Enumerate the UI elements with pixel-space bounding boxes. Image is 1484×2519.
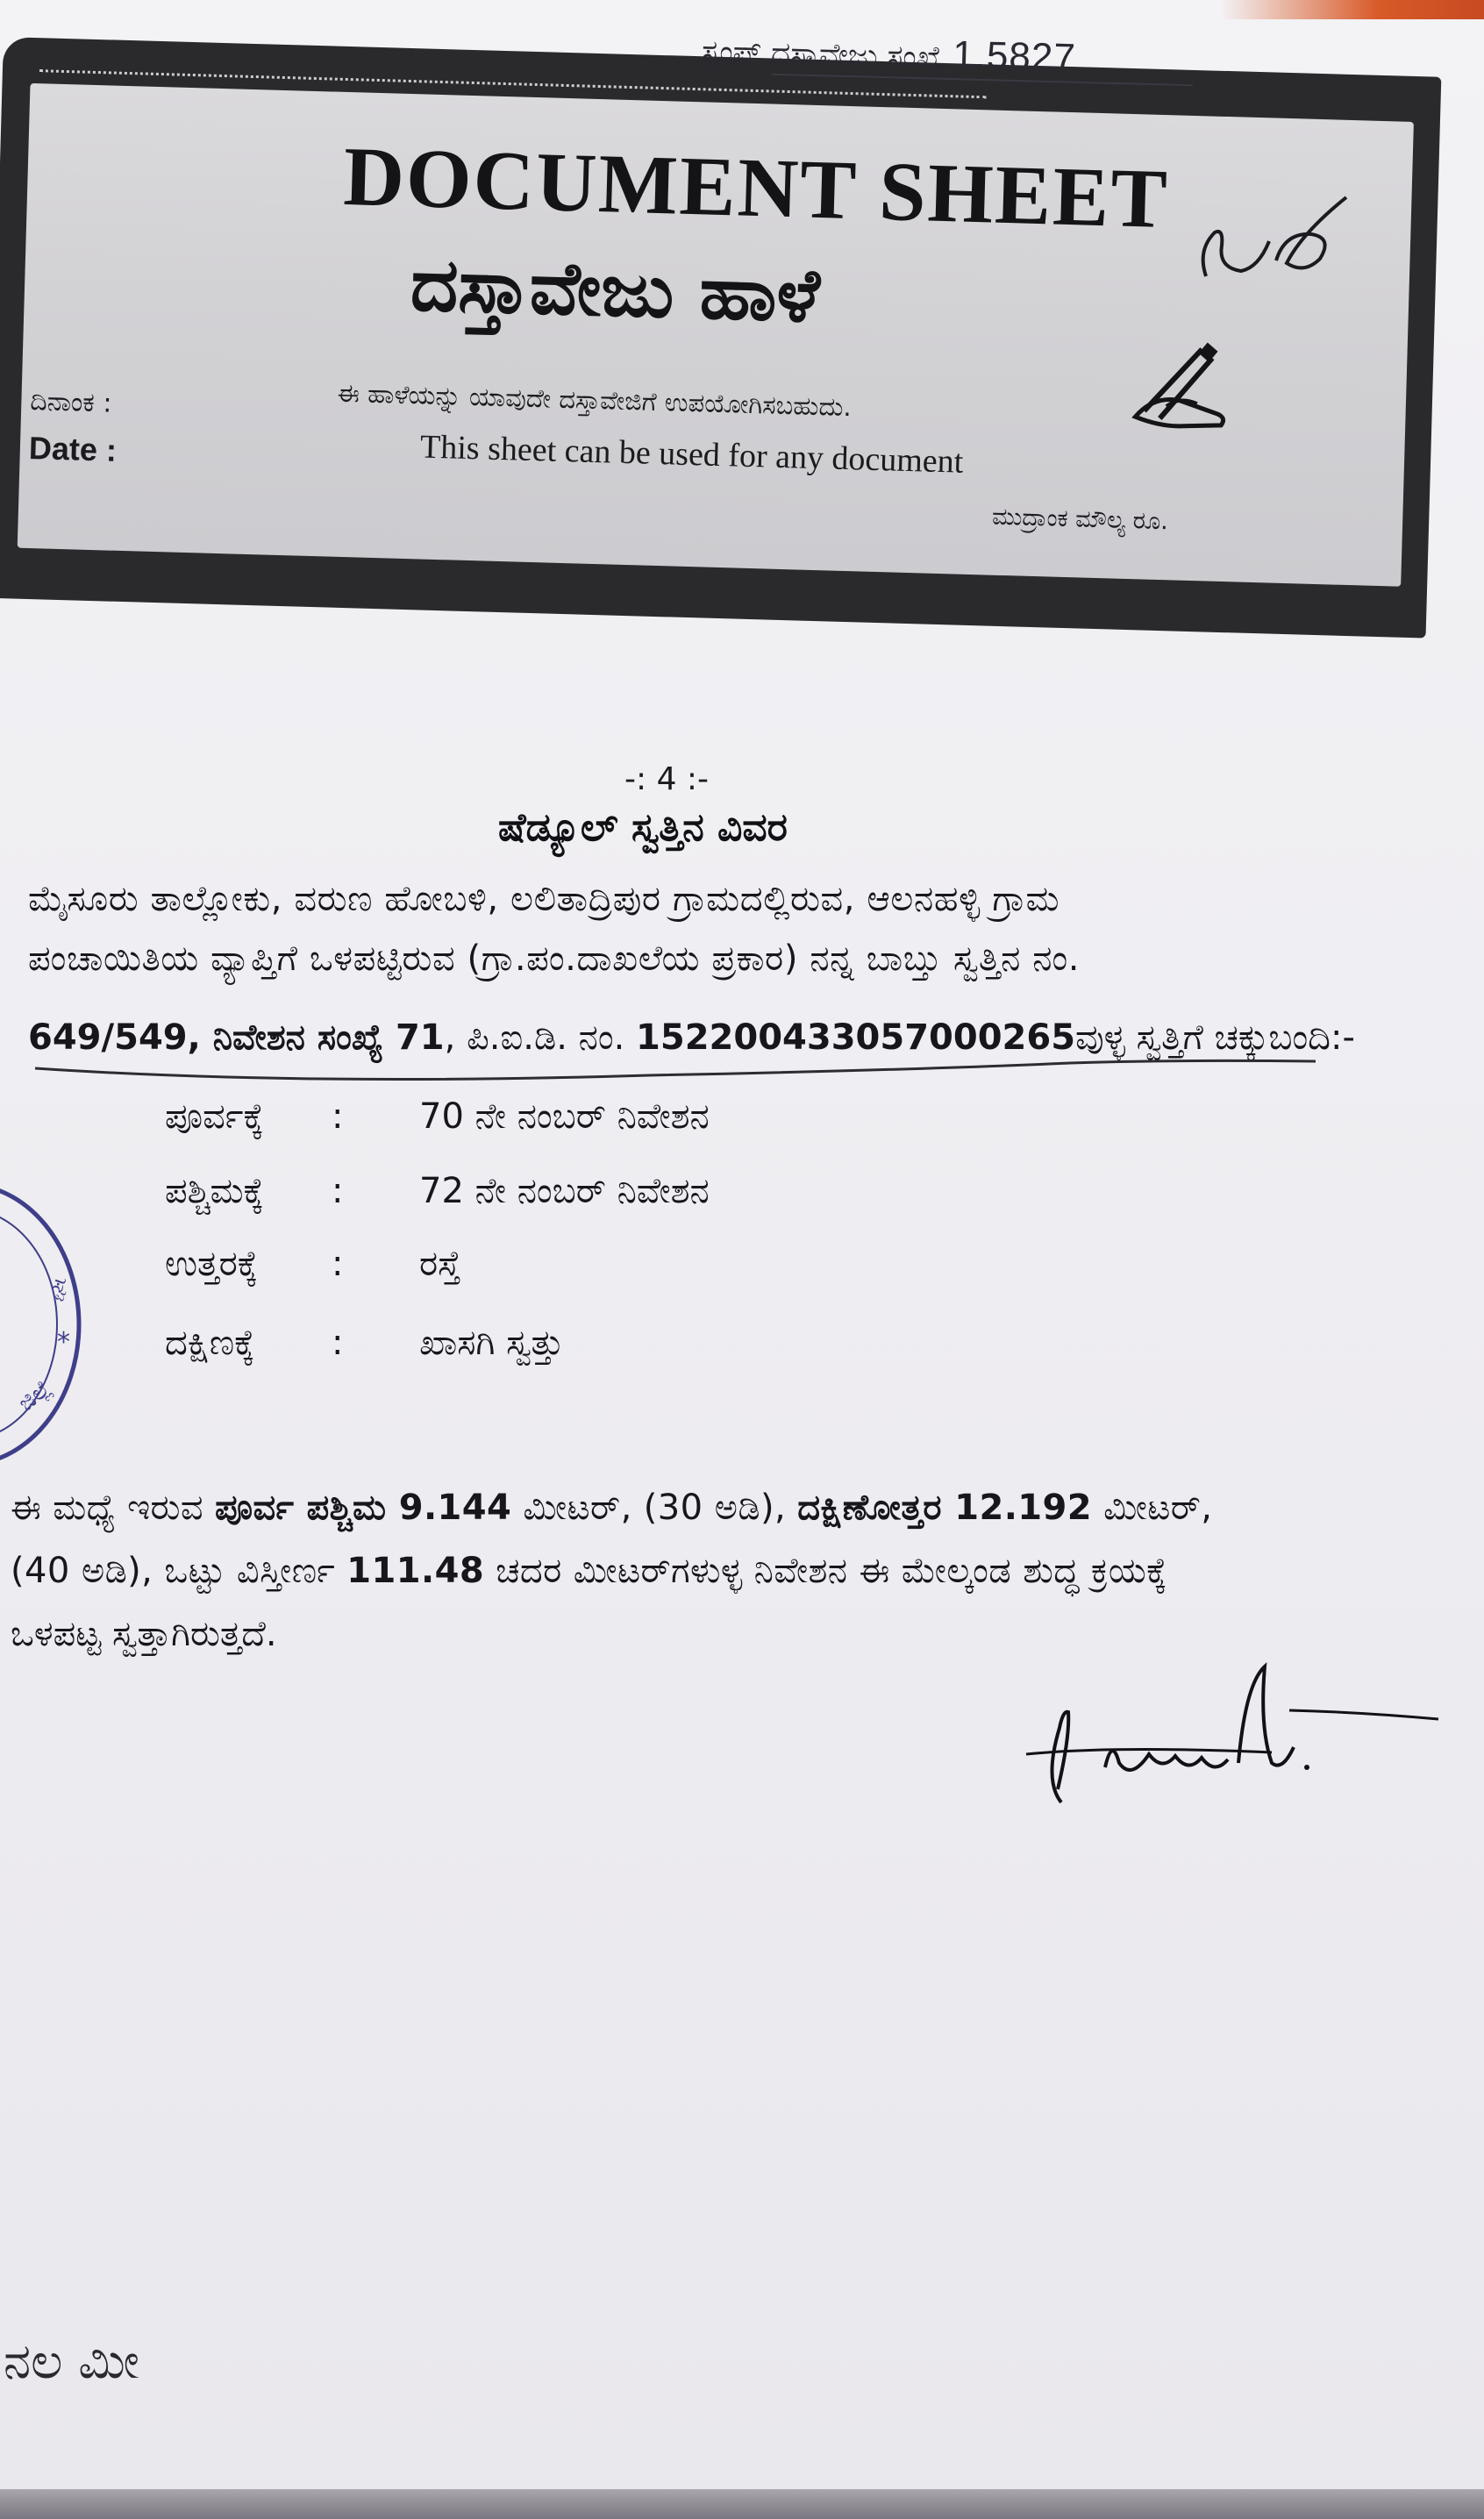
boundary-east [165,1096,710,1137]
header-title-kn: ದಸ್ತಾವೇಜು ಹಾಳೆ [409,241,821,339]
boundary-west [165,1171,710,1211]
stamp-value-label: ಮುದ್ರಾಂಕ ಮೌಲ್ಯ ರೂ. [991,503,1169,536]
pen-writing-icon [1117,333,1243,442]
usage-note-kn: ಈ ಹಾಳೆಯನ್ನು ಯಾವುದೇ ದಸ್ತಾವೇಜಿಗೆ ಉಪಯೋಗಿಸಬಹುದು. [337,377,853,423]
svg-text:*: * [57,1327,70,1358]
boundary-colon: : [332,1244,344,1284]
boundary-north [165,1244,460,1284]
boundary-label: ಉತ್ತರಕ್ಕೆ [165,1244,259,1284]
stamp-number-prefix: ಸ್ಟಂಪ್ ದಸ್ತಾವೇಜು ಸಂಖ್ಯೆ [701,33,944,75]
boundary-label: ದಕ್ಷಿಣಕ್ಕೆ [165,1323,255,1363]
measure-text: (40 ಅಡಿ), ಒಟ್ಟು ವಿಸ್ತೀರ್ಣ [11,1551,347,1591]
boundary-colon: : [332,1096,344,1137]
date-label-kn: ದಿನಾಂಕ : [29,386,112,419]
handwritten-initial [1188,180,1364,294]
date-label-en: Date : [28,429,118,468]
east-west-measure: ಪೂರ್ವ ಪಶ್ಚಿಮ 9.144 [215,1488,512,1528]
header-title-en: DOCUMENT SHEET [342,128,1170,246]
measure-text: ಮೀಟರ್, [1091,1488,1213,1528]
measure-text: ಈ ಮಧ್ಯೆ ಇರುವ [11,1488,216,1528]
boundary-colon: : [332,1323,344,1363]
svg-text:ಜಿಲ್ಲೆ: ಜಿಲ್ಲೆ [13,1374,56,1417]
boundary-south [165,1323,564,1363]
boundary-value: ಖಾಸಗಿ ಸ್ವತ್ತು [419,1323,564,1363]
boundary-label: ಪಶ್ಚಿಮಕ್ಕೆ [165,1171,264,1211]
page-bottom-edge [0,2489,1484,2519]
intro-line-2: ಪಂಚಾಯಿತಿಯ ವ್ಯಾಪ್ತಿಗೆ ಒಳಪಟ್ಟಿರುವ (ಗ್ರಾ.ಪಂ.ದಾಖಲೆಯ ಪ್ರಕಾರ) ನನ್ನ ಬಾಬ್ತು ಸ್ವತ್ತಿನ ನಂ. [28,938,1081,979]
stamp-number: 1.5827 [952,32,1077,80]
measure-text: ಚದರ ಮೀಟರ್‌ಗಳುಳ್ಳ ನಿವೇಶನ ಈ ಮೇಲ್ಕಂಡ ಶುದ್ಧ ಕ್ರಯಕ್ಕೆ [484,1551,1167,1591]
official-seal [0,1175,88,1474]
intro-line-1: ಮೈಸೂರು ತಾಲ್ಲೋಕು, ವರುಣ ಹೋಬಳಿ, ಲಲಿತಾದ್ರಿಪುರ ಗ್ರಾಮದಲ್ಲಿರುವ, ಆಲನಹಳ್ಳಿ ಗ್ರಾಮ [28,879,1060,919]
svg-text:ಸ್ವ: ಸ್ವ [48,1270,74,1301]
signature [1009,1649,1447,1816]
document-sheet-header [0,37,1441,639]
boundary-value: 70 ನೇ ನಂಬರ್ ನಿವೇಶನ [419,1096,710,1137]
boundary-colon: : [332,1171,344,1211]
boundary-value: ರಸ್ತೆ [419,1244,461,1284]
measurement-line-3: ಒಳಪಟ್ಟ ಸ್ವತ್ತಾಗಿರುತ್ತದೆ. [11,1614,277,1654]
pid-number: 152200433057000265 [636,1017,1076,1058]
measure-text: ಮೀಟರ್, (30 ಅಡಿ), [511,1488,798,1528]
schedule-heading: ಷೆಡ್ಯೂಲ್ ಸ್ವತ್ತಿನ ವಿವರ [498,805,788,850]
boundary-value: 72 ನೇ ನಂಬರ್ ನಿವೇಶನ [419,1171,710,1211]
north-south-measure: ದಕ್ಷಿಣೋತ್ತರ 12.192 [797,1488,1092,1528]
handwritten-underline [35,1044,1333,1096]
page-number: -: 4 :- [624,761,710,797]
pid-label: , ಪಿ.ಐ.ಡಿ. ನಂ. [444,1017,637,1058]
handwritten-note: ನಲ ಮೀ [4,2333,139,2390]
page-edge-corner [1221,0,1484,19]
property-number: 649/549, ನಿವೇಶನ ಸಂಖ್ಯೆ 71 [28,1017,445,1058]
total-area: 111.48 [346,1551,485,1591]
boundary-label: ಪೂರ್ವಕ್ಕೆ [165,1096,264,1137]
measurement-line-1 [11,1488,1212,1528]
boundary-intro: ವುಳ್ಳ ಸ್ವತ್ತಿಗೆ ಚಕ್ಕುಬಂದಿ:- [1075,1017,1355,1058]
measurement-line-2 [11,1551,1167,1591]
usage-note-en: This sheet can be used for any document [419,428,964,481]
header-panel [18,83,1414,587]
